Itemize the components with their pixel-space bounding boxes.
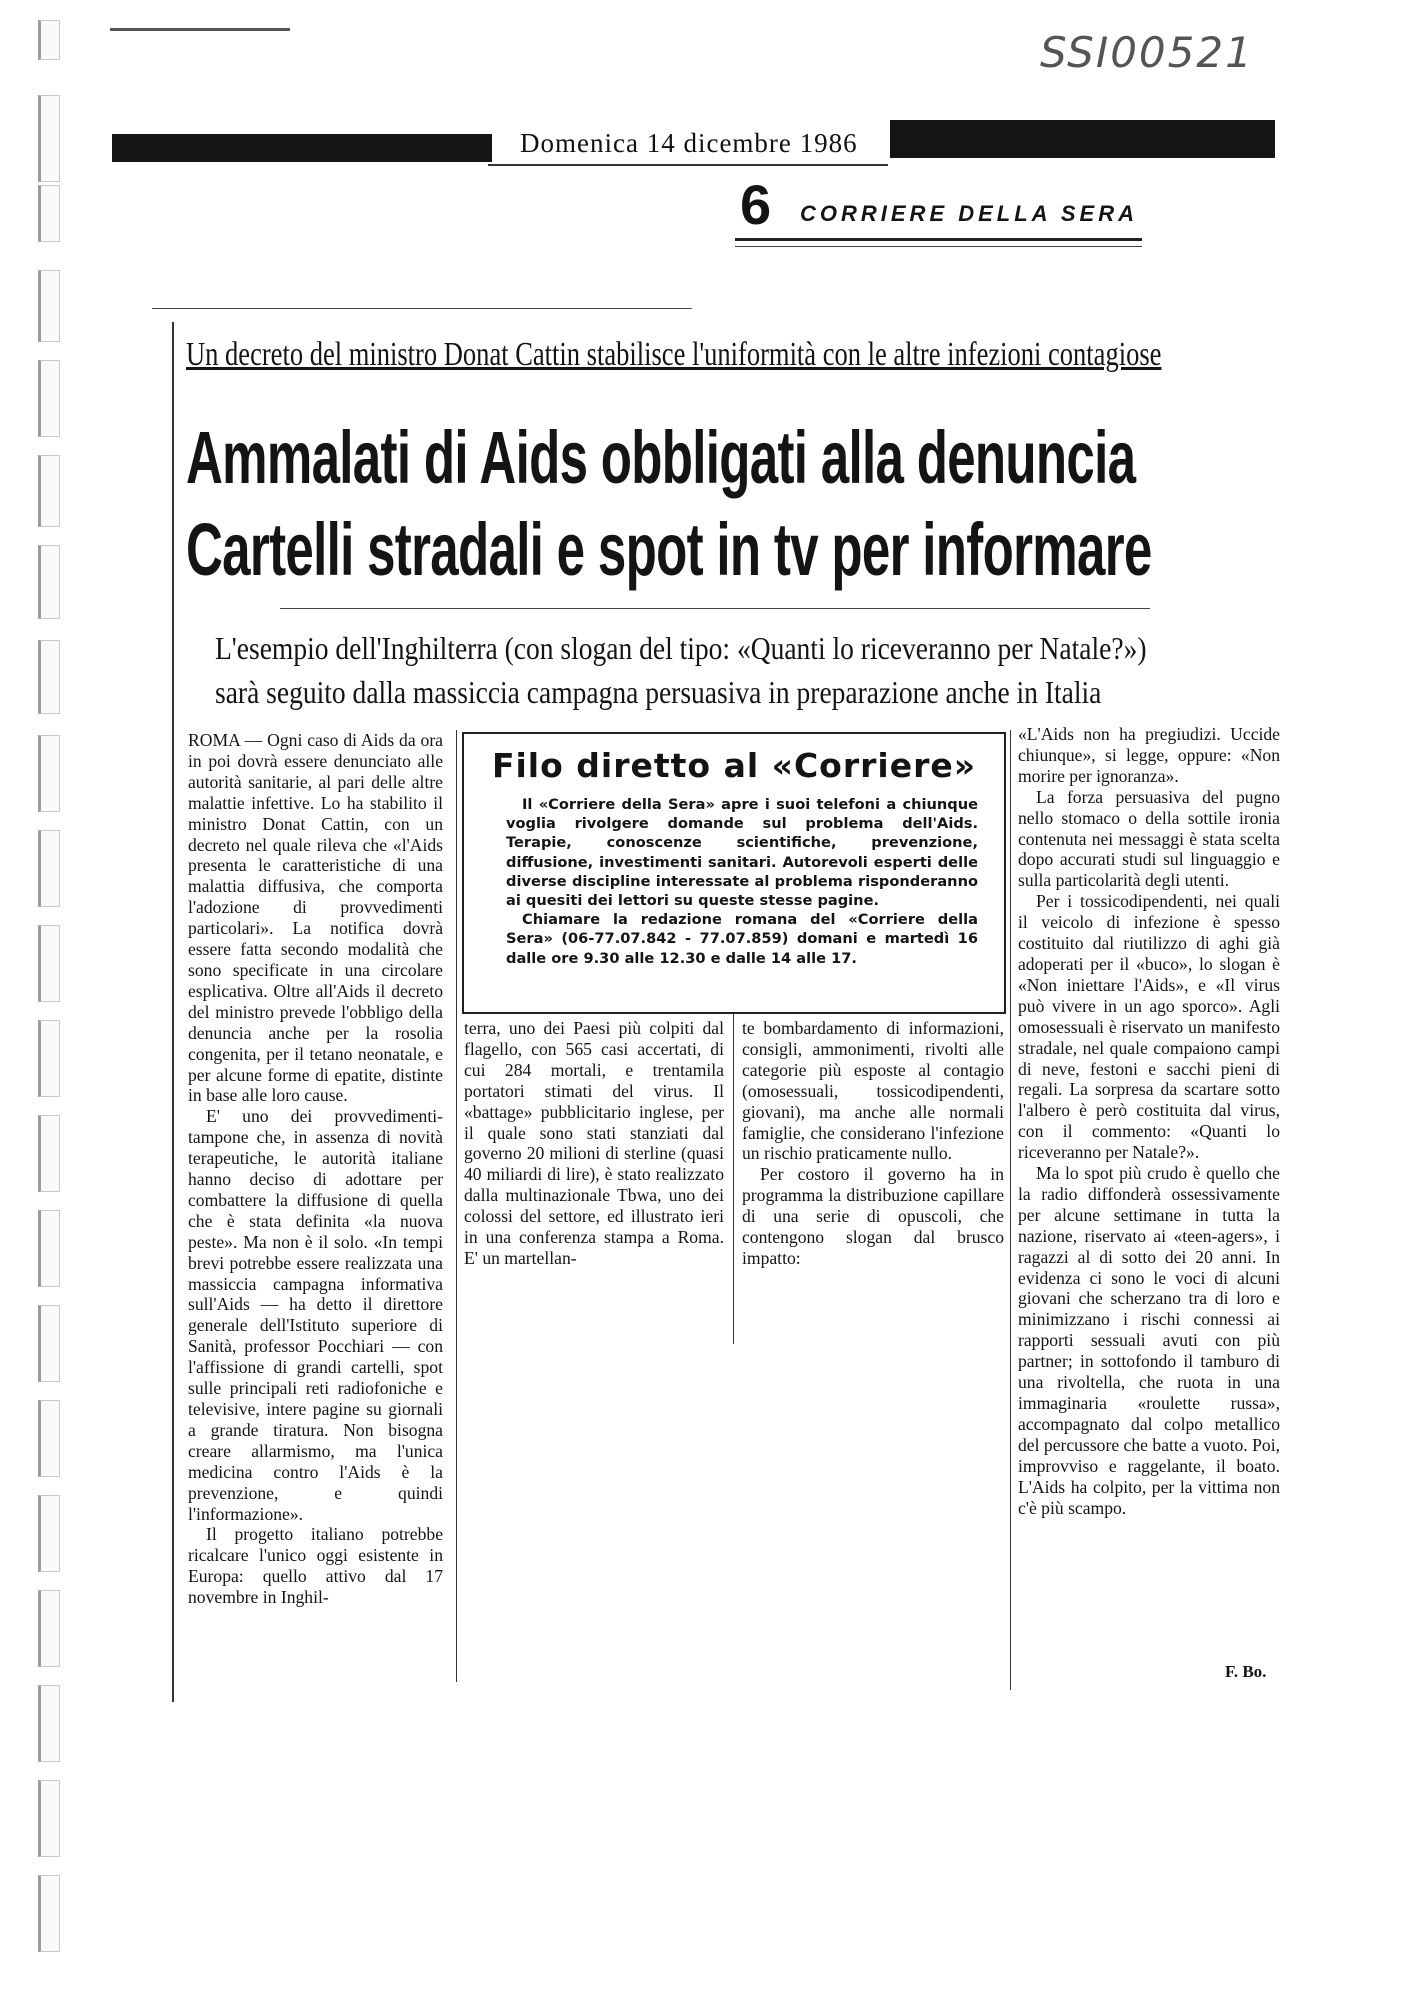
- paragraph: ROMA — Ogni caso di Aids da ora in poi dovrà essere denunciato alle autorità sanitarie, al pari delle altre malattie infettive. Lo ha stabilito il ministro Donat Cattin, con un decreto nel quale rileva che «l'Aids presenta le caratteristiche di una malattia diffusiva, che comporta l'adozione di provvedimenti particolari». La notifica dovrà essere fatta secondo modalità che sono specificate in una circolare esplicativa. Oltre all'Aids il decreto del ministro prevede l'obbligo della denuncia anche per la rosolia congenita, per il tetano neonatale, e per alcune forme di epatite, distinte in base alle loro cause.: [188, 730, 443, 1106]
- binder-mark: [38, 1685, 60, 1762]
- binder-mark: [38, 1020, 60, 1097]
- scan-artifact-rule: [110, 28, 290, 31]
- issue-date: Domenica 14 dicembre 1986: [508, 128, 870, 159]
- binder-mark: [38, 270, 60, 342]
- column-divider: [1010, 730, 1011, 1690]
- headline-rule: [280, 608, 1150, 609]
- paragraph: Ma lo spot più crudo è quello che la radio diffonderà ossessivamente per alcune settimane in tutta la nazione, riservato ai «teen-agers», i ragazzi al di sotto dei 20 anni. In evidenza ci sono le voci di alcuni giovani che scherzano tra di loro e minimizzano i rischi connessi ai rapporti sessuali avuti con più partner; in sottofondo il tamburo di una rivoltella, che ruota in una immaginaria «roulette russa», accompagnato dal colpo metallico del percussore che batte a vuoto. Poi, improvviso e raggelante, il boato. L'Aids ha colpito, per la vittima non c'è più scampo.: [1018, 1163, 1280, 1518]
- binder-mark: [38, 1210, 60, 1287]
- box-paragraph: Il «Corriere della Sera» apre i suoi telefoni a chiunque voglia rivolgere domande sul problema dell'Aids. Terapie, conoscenze scientifiche, prevenzione, diffusione, investimenti sanitari. Autorevoli esperti delle diverse discipline interessate al problema risponderanno ai quesiti dei lettori su queste stesse pagine.: [506, 796, 978, 910]
- paragraph: E' uno dei provvedimenti-tampone che, in assenza di novità terapeutiche, le autorità italiane hanno deciso di adottare per combattere la diffusione di quella che è stata definita «la nuova peste». Ma non è il solo. «In tempi brevi potrebbe essere realizzata una massiccia campagna informativa sull'Aids — ha detto il direttore generale dell'Istituto superiore di Sanità, professor Pocchiari — con l'affissione di grandi cartelli, spot sulle principali reti radiofoniche e televisive, intere pagine su giornali a grande tiratura. Non bisogna creare allarmismo, ma l'unica medicina contro l'Aids è la prevenzione, e quindi l'informazione».: [188, 1106, 443, 1524]
- binder-mark: [38, 925, 60, 1002]
- newspaper-name: CORRIERE DELLA SERA: [800, 201, 1138, 226]
- subhead-line-2: sarà seguito dalla massiccia campagna persuasiva in preparazione anche in Italia: [215, 674, 1102, 710]
- article-kicker: Un decreto del ministro Donat Cattin stabilisce l'uniformità con le altre infezioni contagiose: [186, 336, 1162, 373]
- binder-mark: [38, 20, 60, 60]
- masthead-underline: [488, 164, 888, 166]
- binder-mark: [38, 640, 60, 714]
- page-number: 6: [740, 173, 772, 236]
- binder-mark: [38, 455, 60, 527]
- headline-line-2: Cartelli stradali e spot in tv per informare: [186, 508, 1152, 591]
- subhead-line-1: L'esempio dell'Inghilterra (con slogan del tipo: «Quanti lo riceveranno per Natale?»): [215, 630, 1147, 666]
- masthead-rule-thin: [735, 246, 1142, 247]
- filo-diretto-box: [462, 732, 1006, 1014]
- binder-mark: [38, 1115, 60, 1192]
- article-column-3: [742, 1018, 1004, 1269]
- binder-mark: [38, 735, 60, 812]
- paragraph: te bombardamento di informazioni, consigli, ammonimenti, rivolti alle categorie più esposte al contagio (omosessuali, tossicodipendenti, giovani), ma anche alle normali famiglie, che considerano l'infezione un rischio praticamente nullo.: [742, 1018, 1004, 1164]
- archive-code: SSI00521: [1040, 28, 1254, 77]
- paragraph: Il progetto italiano potrebbe ricalcare l'unico oggi esistente in Europa: quello attivo dal 17 novembre in Inghil-: [188, 1524, 443, 1608]
- article-column-1: [188, 730, 443, 1608]
- column-divider: [733, 1014, 734, 1344]
- binder-mark: [38, 545, 60, 619]
- paragraph: Per i tossicodipendenti, nei quali il veicolo di infezione è spesso costituito dal riutilizzo di aghi già adoperati per il «buco», lo slogan è «Non iniettare l'Aids», e «Il virus può vivere in un ago sporco». Agli omosessuali è riservato un manifesto stradale, nel quale compaiono campi di neve, festoni e sacchi pieni di regali. La sorpresa da scartare sotto l'albero è però costituita dal virus, con il commento: «Quanti lo riceveranno per Natale?».: [1018, 891, 1280, 1163]
- article-column-2: [464, 1018, 724, 1269]
- headline-line-1: Ammalati di Aids obbligati alla denuncia: [186, 416, 1136, 499]
- article-column-4: [1018, 724, 1280, 1518]
- paragraph: La forza persuasiva del pugno nello stomaco o della sottile ironia contenuta nei messaggi è stata scelta dopo accurati studi sul linguaggio e sulla particolarità degli utenti.: [1018, 786, 1280, 891]
- article-left-border: [172, 322, 174, 1702]
- binder-mark: [38, 185, 60, 242]
- binder-mark: [38, 830, 60, 907]
- paragraph: Per costoro il governo ha in programma la distribuzione capillare di una serie di opuscoli, che contengono slogan dal brusco impatto:: [742, 1164, 1004, 1268]
- binder-mark: [38, 1590, 60, 1667]
- masthead-bar-left: [112, 134, 492, 162]
- binder-mark: [38, 1305, 60, 1382]
- box-body: [464, 785, 1004, 968]
- masthead-rule: [735, 238, 1142, 241]
- box-paragraph: Chiamare la redazione romana del «Corriere della Sera» (06-77.07.842 - 77.07.859) domani e martedì 16 dalle ore 9.30 alle 12.30 e dalle 14 alle 17.: [506, 911, 978, 967]
- binder-mark: [38, 1400, 60, 1477]
- column-divider: [456, 730, 457, 1682]
- binder-mark: [38, 1875, 60, 1952]
- binder-mark: [38, 1780, 60, 1857]
- binder-mark: [38, 360, 60, 437]
- binder-mark: [38, 95, 60, 182]
- binder-mark: [38, 1495, 60, 1572]
- paragraph: terra, uno dei Paesi più colpiti dal flagello, con 565 casi accertati, di cui 284 mortali, e trentamila portatori stimati del virus. Il «battage» pubblicitario inglese, per il quale sono stati stanziati dal governo 20 milioni di sterline (quasi 40 miliardi di lire), è stato realizzato dalla multinazionale Tbwa, uno dei colossi del settore, ed illustrato ieri in una conferenza stampa a Roma. E' un martellan-: [464, 1018, 724, 1268]
- paragraph: «L'Aids non ha pregiudizi. Uccide chiunque», si legge, oppure: «Non morire per ignoranza».: [1018, 724, 1280, 786]
- box-title: Filo diretto al «Corriere»: [491, 746, 977, 785]
- masthead-bar-right: [890, 120, 1275, 158]
- top-rule: [152, 308, 692, 309]
- author-signature: F. Bo.: [1225, 1662, 1267, 1681]
